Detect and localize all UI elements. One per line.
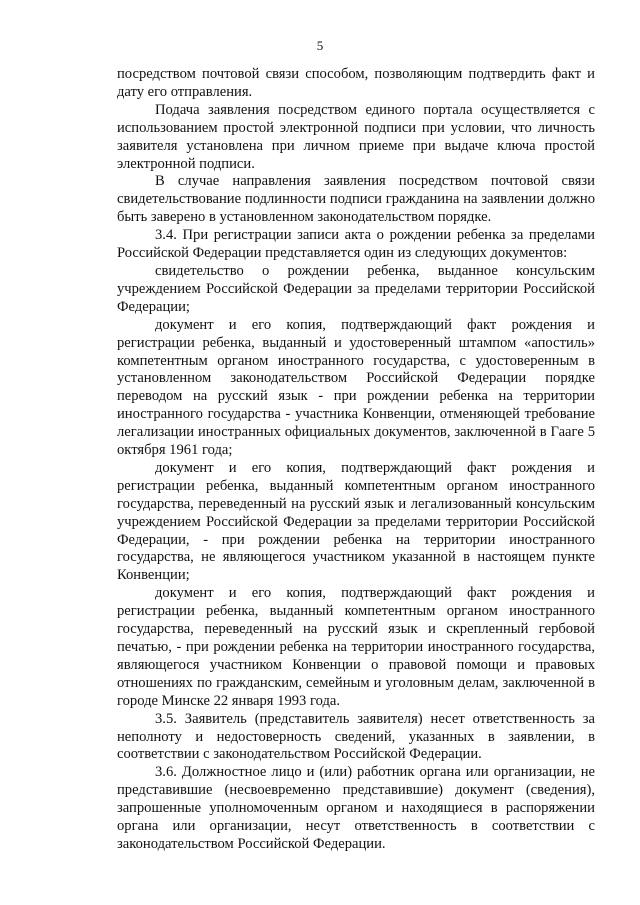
paragraph-3-5: 3.5. Заявитель (представитель заявителя) несет ответственность за неполноту и недостоверность сведений, указанных в заявлении, в соответствии с законодательством Российской Федерации. [117, 710, 595, 763]
paragraph-postal-signature: В случае направления заявления посредством почтовой связи свидетельствование подлинности подписи гражданина на заявлении должно быть заверено в установленном законодательством порядке. [117, 173, 595, 226]
paragraph-unified-portal: Подача заявления посредством единого портала осуществляется с использованием простой электронной подписи при условии, что личность заявителя установлена при личном приеме при выдаче ключа простой электронной подписи. [117, 101, 595, 172]
list-item-apostille-document: документ и его копия, подтверждающий факт рождения и регистрации ребенка, выданный и удостоверенный штампом «апостиль» компетентным органом иностранного государства, с удостоверенным в установленном законодательством Российской Федерации порядке переводом на русский язык - при рождении ребенка на территории иностранного государства - участника Конвенции, отменяющей требование легализации иностранных официальных документов, заключенной в Гааге 5 октября 1961 года; [117, 316, 595, 459]
paragraph-postal-continuation: посредством почтовой связи способом, позволяющим подтвердить факт и дату его отправления. [117, 66, 595, 100]
list-item-minsk-convention-document: документ и его копия, подтверждающий факт рождения и регистрации ребенка, выданный компетентным органом иностранного государства, переведенный на русский язык и скрепленный гербовой печатью, - при рождении ребенка на территории иностранного государства, являющегося участником Конвенции о правовой помощи и правовых отношениях по гражданским, семейным и уголовным делам, заключенной в городе Минске 22 января 1993 года. [117, 585, 595, 709]
paragraph-3-4: 3.4. При регистрации записи акта о рождении ребенка за пределами Российской Федерации представляется один из следующих документов: [117, 227, 595, 262]
paragraph-3-6: 3.6. Должностное лицо и (или) работник органа или организации, не представившие (несвоевременно представившие) документ (сведения), запрошенные уполномоченным органом и находящиеся в распоряжении органа или организации, несут ответственность в соответствии с законодательством Российской Федерации. [117, 764, 595, 852]
list-item-legalized-document: документ и его копия, подтверждающий факт рождения и регистрации ребенка, выданный компетентным органом иностранного государства, переведенный на русский язык и легализованный консульским учреждением Российской Федерации за пределами территории Российской Федерации, - при рождении ребенка на территории иностранного государства, не являющегося участником указанной в настоящем пункте Конвенции; [117, 459, 595, 584]
list-item-consular-certificate: свидетельство о рождении ребенка, выданное консульским учреждением Российской Федерации за пределами территории Российской Федерации; [117, 262, 595, 315]
page-number: 5 [316, 38, 324, 53]
document-body [117, 66, 595, 854]
